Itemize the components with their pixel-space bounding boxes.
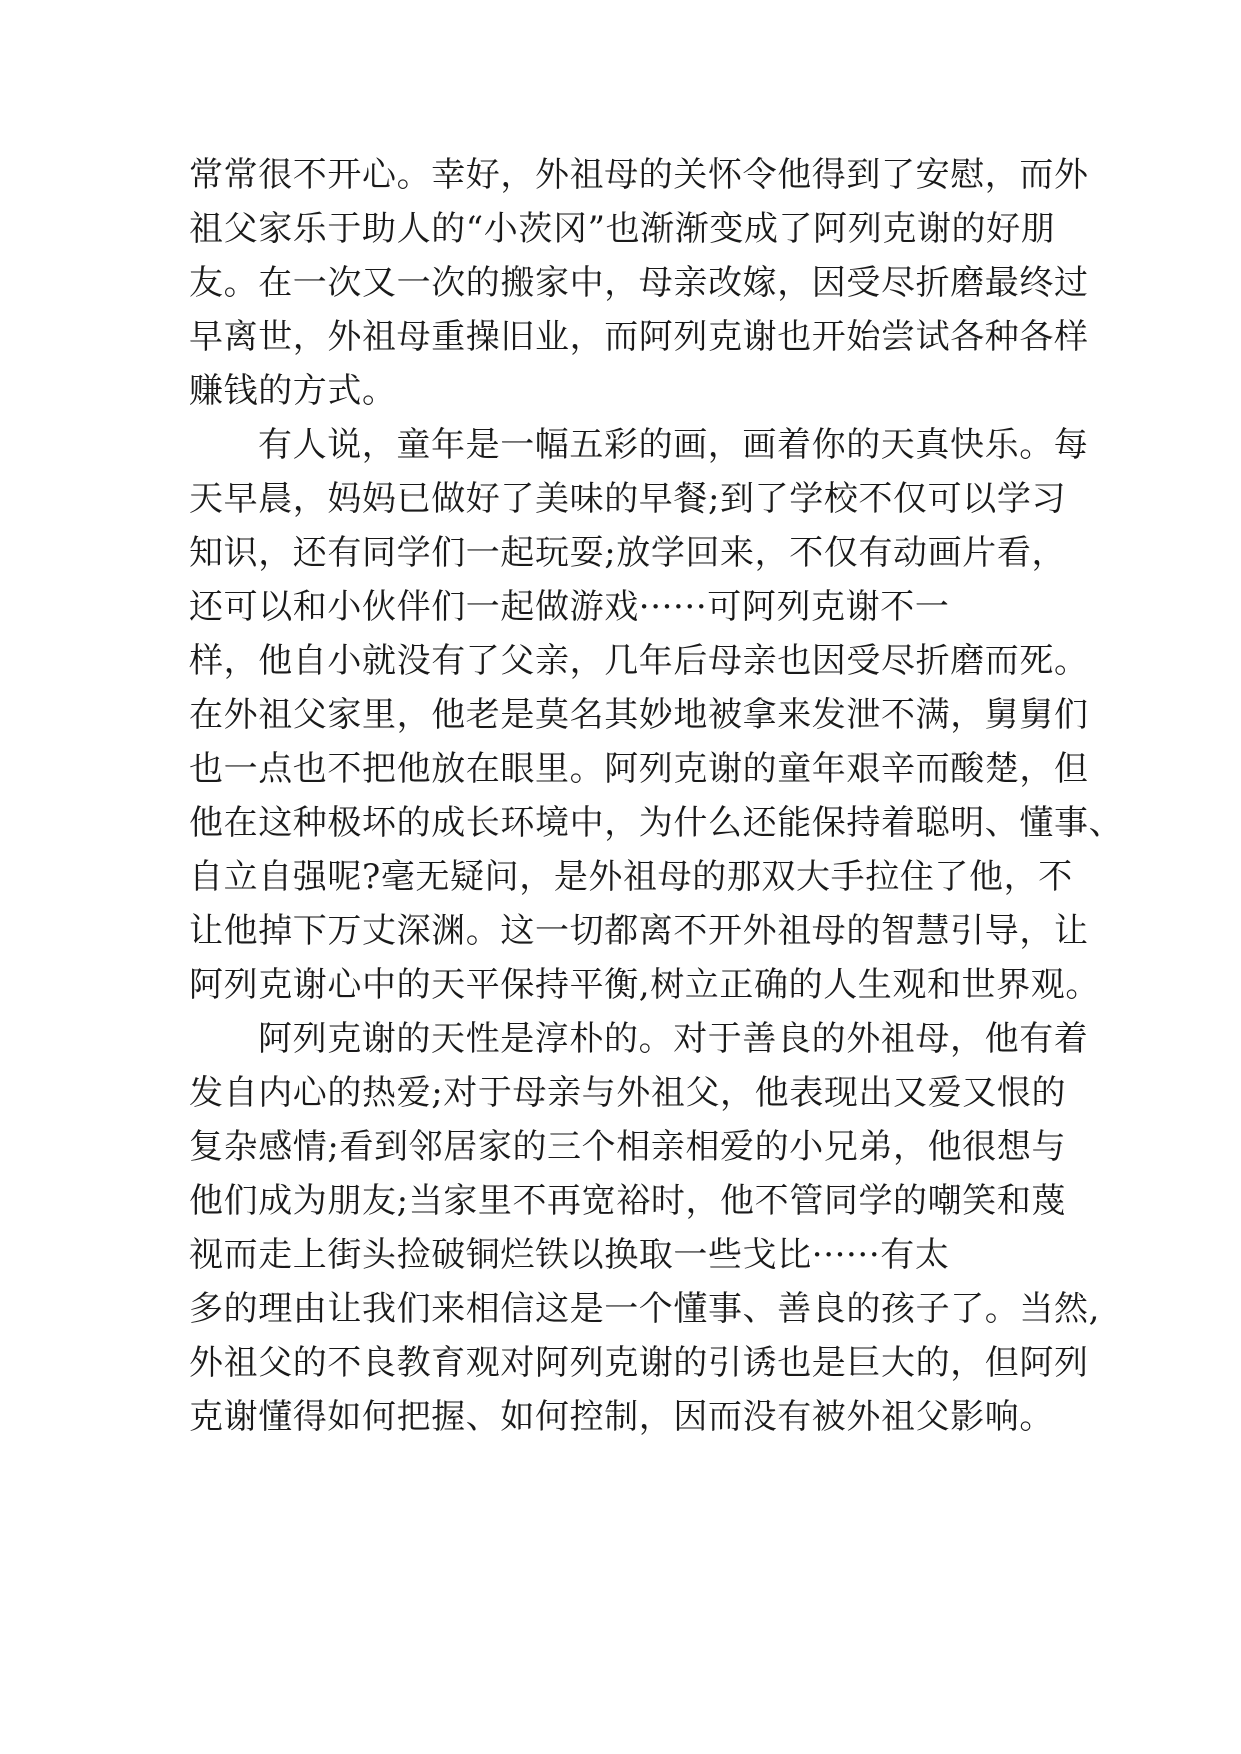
paragraph-3-line-1: 阿列克谢的天性是淳朴的。对于善良的外祖母，他有着 (258, 1019, 1089, 1059)
paragraph-3-line-4: 他们成为朋友;当家里不再宽裕时，他不管同学的嘲笑和蔑 (189, 1181, 1067, 1221)
paragraph-3-line-3: 复杂感情;看到邻居家的三个相亲相爱的小兄弟，他很想与 (189, 1127, 1067, 1167)
paragraph-2-line-5: 样，他自小就没有了父亲，几年后母亲也因受尽折磨而死。 (189, 641, 1089, 681)
paragraph-1-line-5: 赚钱的方式。 (189, 371, 397, 411)
paragraph-2-line-7: 也一点也不把他放在眼里。阿列克谢的童年艰辛而酸楚，但 (189, 749, 1089, 789)
paragraph-1-line-2: 祖父家乐于助人的“小茨冈”也渐渐变成了阿列克谢的好朋 (189, 209, 1056, 249)
paragraph-2-line-6: 在外祖父家里，他老是莫名其妙地被拿来发泄不满，舅舅们 (189, 695, 1089, 735)
paragraph-3-line-7: 外祖父的不良教育观对阿列克谢的引诱也是巨大的，但阿列 (189, 1343, 1089, 1383)
paragraph-2-line-11: 阿列克谢心中的天平保持平衡,树立正确的人生观和世界观。 (189, 965, 1101, 1005)
paragraph-2-line-9: 自立自强呢?毫无疑问，是外祖母的那双大手拉住了他，不 (189, 857, 1073, 897)
paragraph-2-line-2: 天早晨，妈妈已做好了美味的早餐;到了学校不仅可以学习 (189, 479, 1067, 519)
paragraph-2-line-8: 他在这种极坏的成长环境中，为什么还能保持着聪明、懂事、 (189, 803, 1124, 843)
paragraph-3-line-8: 克谢懂得如何把握、如何控制，因而没有被外祖父影响。 (189, 1397, 1054, 1437)
paragraph-3-line-6: 多的理由让我们来相信这是一个懂事、善良的孩子了。当然, (189, 1289, 1101, 1329)
paragraph-1-line-3: 友。在一次又一次的搬家中，母亲改嫁，因受尽折磨最终过 (189, 263, 1089, 303)
paragraph-2-line-4: 还可以和小伙伴们一起做游戏······可阿列克谢不一 (189, 587, 950, 627)
paragraph-2-line-3: 知识，还有同学们一起玩耍;放学回来，不仅有动画片看， (189, 533, 1067, 573)
paragraph-2-line-1: 有人说，童年是一幅五彩的画，画着你的天真快乐。每 (258, 425, 1089, 465)
paragraph-1-line-1: 常常很不开心。幸好，外祖母的关怀令他得到了安慰，而外 (189, 155, 1089, 195)
paragraph-2-line-10: 让他掉下万丈深渊。这一切都离不开外祖母的智慧引导，让 (189, 911, 1089, 951)
paragraph-3-line-5: 视而走上街头捡破铜烂铁以换取一些戈比······有太 (189, 1235, 950, 1275)
text-body (189, 155, 1124, 1595)
paragraph-3-line-2: 发自内心的热爱;对于母亲与外祖父，他表现出又爱又恨的 (189, 1073, 1067, 1113)
paragraph-1-line-4: 早离世，外祖母重操旧业，而阿列克谢也开始尝试各种各样 (189, 317, 1089, 357)
